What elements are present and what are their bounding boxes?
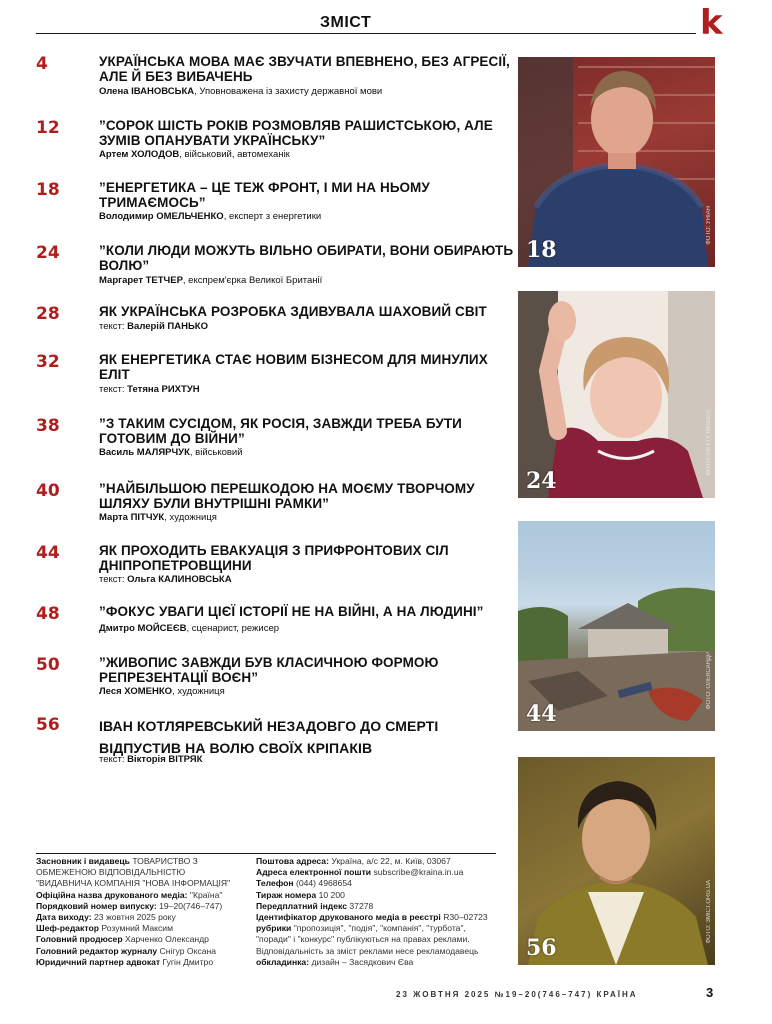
photo-page-number: 24 — [526, 468, 557, 494]
photo-credit: ФОТО: УНІАН — [706, 206, 712, 245]
article-title[interactable]: ”КОЛИ ЛЮДИ МОЖУТЬ ВІЛЬНО ОБИРАТИ, ВОНИ ОБИРАЮТЬ ВОЛЮ” — [99, 243, 514, 273]
imprint-row: Телефон (044) 4968654 — [256, 878, 352, 889]
page-number: 12 — [36, 118, 60, 138]
footer-issue-info: 23 ЖОВТНЯ 2025 №19–20(746–747) КРАЇНА — [396, 990, 638, 999]
imprint-row: Головний редактор журналу Снігур Оксана — [36, 945, 217, 956]
magazine-logo: k — [700, 3, 723, 43]
article-byline: Василь МАЛЯРЧУК, військовий — [99, 447, 243, 458]
toc-entry[interactable] — [36, 543, 506, 589]
imprint-row: Офіційна назва друкованого медіа: "Країна" — [36, 889, 223, 900]
article-title[interactable]: ”ЕНЕРГЕТИКА – ЦЕ ТЕЖ ФРОНТ, І МИ НА НЬОМУ ТРИМАЄМОСЬ” — [99, 180, 430, 210]
imprint-row: Засновник і видавець ТОВАРИСТВО З ОБМЕЖЕНОЮ ВІДПОВІДАЛЬНІСТЮ "ВИДАВНИЧА КОМПАНІЯ "НОВА ІНФОРМАЦІЯ" — [36, 856, 231, 889]
imprint-row: обкладинка: дизайн – Засядкович Єва — [256, 956, 414, 967]
article-title[interactable]: ”СОРОК ШІСТЬ РОКІВ РОЗМОВЛЯВ РАШИСТСЬКОЮ, АЛЕ ЗУМІВ ОПАНУВАТИ УКРАЇНСЬКУ” — [99, 118, 493, 148]
article-byline: Леся ХОМЕНКО, художниця — [99, 686, 225, 697]
imprint-rule — [36, 853, 496, 854]
article-byline: Володимир ОМЕЛЬЧЕНКО, експерт з енергетики — [99, 211, 322, 222]
photo-credit: ФОТО: GETTY IMAGES — [706, 410, 712, 476]
portrait-painting-illustration — [518, 757, 715, 965]
header-rule — [36, 33, 696, 34]
article-title[interactable]: ”З ТАКИМ СУСІДОМ, ЯК РОСІЯ, ЗАВЖДИ ТРЕБА БУТИ ГОТОВИМ ДО ВІЙНИ” — [99, 416, 462, 446]
toc-entry[interactable] — [36, 118, 506, 164]
footer-page-number: 3 — [706, 985, 714, 1000]
article-byline: текст: Ольга КАЛИНОВСЬКА — [99, 574, 232, 585]
page-number: 48 — [36, 604, 60, 624]
toc-entry[interactable] — [36, 352, 506, 398]
imprint-right — [256, 856, 496, 968]
imprint-row: рубрики "пропозиція", "подія", "компанія", "турбота", "поради" і "конкурс" публікуються на правах реклами. Відповідальність за зміст реклами несе рекламодавець — [256, 923, 479, 956]
photo-page-number: 18 — [526, 237, 557, 263]
article-title[interactable]: ЯК ПРОХОДИТЬ ЕВАКУАЦІЯ З ПРИФРОНТОВИХ СІЛ ДНІПРОПЕТРОВЩИНИ — [99, 543, 449, 573]
page-title: ЗМІСТ — [320, 14, 372, 31]
photo-18[interactable] — [518, 57, 715, 267]
article-byline: текст: Вікторія ВІТРЯК — [99, 754, 203, 765]
page-number: 50 — [36, 655, 60, 675]
toc-entry[interactable] — [36, 481, 506, 527]
article-title[interactable]: УКРАЇНСЬКА МОВА МАЄ ЗВУЧАТИ ВПЕВНЕНО, БЕЗ АГРЕСІЇ, АЛЕ Й БЕЗ ВИБАЧЕНЬ — [99, 54, 510, 84]
photo-page-number: 56 — [526, 935, 557, 961]
portrait-woman-waving-illustration — [518, 291, 715, 498]
page-number: 24 — [36, 243, 60, 263]
portrait-man-illustration — [518, 57, 715, 267]
article-byline: текст: Тетяна РИХТУН — [99, 384, 200, 395]
imprint-left — [36, 856, 241, 968]
imprint-row: Юридичний партнер адвокат Гугін Дмитро — [36, 956, 214, 967]
toc-entry[interactable] — [36, 243, 514, 289]
destroyed-house-illustration — [518, 521, 715, 731]
toc-entry[interactable] — [36, 604, 506, 638]
page-number: 18 — [36, 180, 60, 200]
imprint-row: Шеф-редактор Розумний Максим — [36, 923, 173, 934]
article-byline: текст: Валерій ПАНЬКО — [99, 321, 208, 332]
photo-56[interactable] — [518, 757, 715, 965]
page-number: 4 — [36, 54, 48, 74]
imprint-row: Тираж номера 10 200 — [256, 889, 345, 900]
photo-credit: ФОТО: ЗМІСТ.ORG.UA — [706, 879, 712, 943]
toc-entry[interactable] — [36, 304, 506, 338]
toc-entry[interactable] — [36, 416, 506, 462]
page-number: 32 — [36, 352, 60, 372]
article-title[interactable]: ЯК УКРАЇНСЬКА РОЗРОБКА ЗДИВУВАЛА ШАХОВИЙ СВІТ — [99, 304, 487, 319]
imprint-row: Передплатний індекс 37278 — [256, 900, 374, 911]
article-title[interactable]: ІВАН КОТЛЯРЕВСЬКИЙ НЕЗАДОВГО ДО СМЕРТІ ВІДПУСТИВ НА ВОЛЮ СВОЇХ КРІПАКІВ — [99, 718, 439, 756]
page-number: 28 — [36, 304, 60, 324]
article-title[interactable]: ”ЖИВОПИС ЗАВЖДИ БУВ КЛАСИЧНОЮ ФОРМОЮ РЕПРЕЗЕНТАЦІЇ ВОЄН” — [99, 655, 439, 685]
page-number: 56 — [36, 715, 60, 735]
photo-44[interactable] — [518, 521, 715, 731]
toc-entry[interactable] — [36, 655, 506, 701]
imprint-row: Головний продюсер Харченко Олександр — [36, 934, 209, 945]
page-number: 44 — [36, 543, 60, 563]
article-title[interactable]: ЯК ЕНЕРГЕТИКА СТАЄ НОВИМ БІЗНЕСОМ ДЛЯ МИНУЛИХ ЕЛІТ — [99, 352, 488, 382]
toc-entry[interactable] — [36, 715, 506, 765]
photo-24[interactable] — [518, 291, 715, 498]
article-title[interactable]: ”НАЙБІЛЬШОЮ ПЕРЕШКОДОЮ НА МОЄМУ ТВОРЧОМУ ШЛЯХУ БУЛИ ВНУТРІШНІ РАМКИ” — [99, 481, 475, 511]
toc-entry[interactable] — [36, 180, 506, 226]
page-number: 40 — [36, 481, 60, 501]
imprint-row: Адреса електронної пошти subscribe@kraina.in.ua — [256, 867, 464, 878]
imprint-row: Порядковий номер випуску: 19–20(746–747) — [36, 900, 223, 911]
toc-entry[interactable] — [36, 54, 510, 100]
article-title[interactable]: ”ФОКУС УВАГИ ЦІЄЇ ІСТОРІЇ НЕ НА ВІЙНІ, А НА ЛЮДИНІ” — [99, 604, 484, 619]
photo-credit: ФОТО: ОЛЕКСАНДР — [706, 651, 712, 709]
page-number: 38 — [36, 416, 60, 436]
imprint-row: Ідентифікатор друкованого медіа в реєстрі R30–02723 — [256, 912, 488, 923]
article-byline: Маргарет ТЕТЧЕР, експрем'єрка Великої Британії — [99, 275, 323, 286]
imprint-row: Дата виходу: 23 жовтня 2025 року — [36, 912, 176, 923]
article-byline: Дмитро МОЙСЕЄВ, сценарист, режисер — [99, 623, 280, 634]
photo-page-number: 44 — [526, 701, 557, 727]
imprint-row: Поштова адреса: Україна, а/с 22, м. Київ, 03067 — [256, 856, 451, 866]
article-byline: Артем ХОЛОДОВ, військовий, автомеханік — [99, 149, 290, 160]
article-byline: Марта ПІТЧУК, художниця — [99, 512, 217, 523]
article-byline: Олена ІВАНОВСЬКА, Уповноважена із захисту державної мови — [99, 86, 383, 97]
